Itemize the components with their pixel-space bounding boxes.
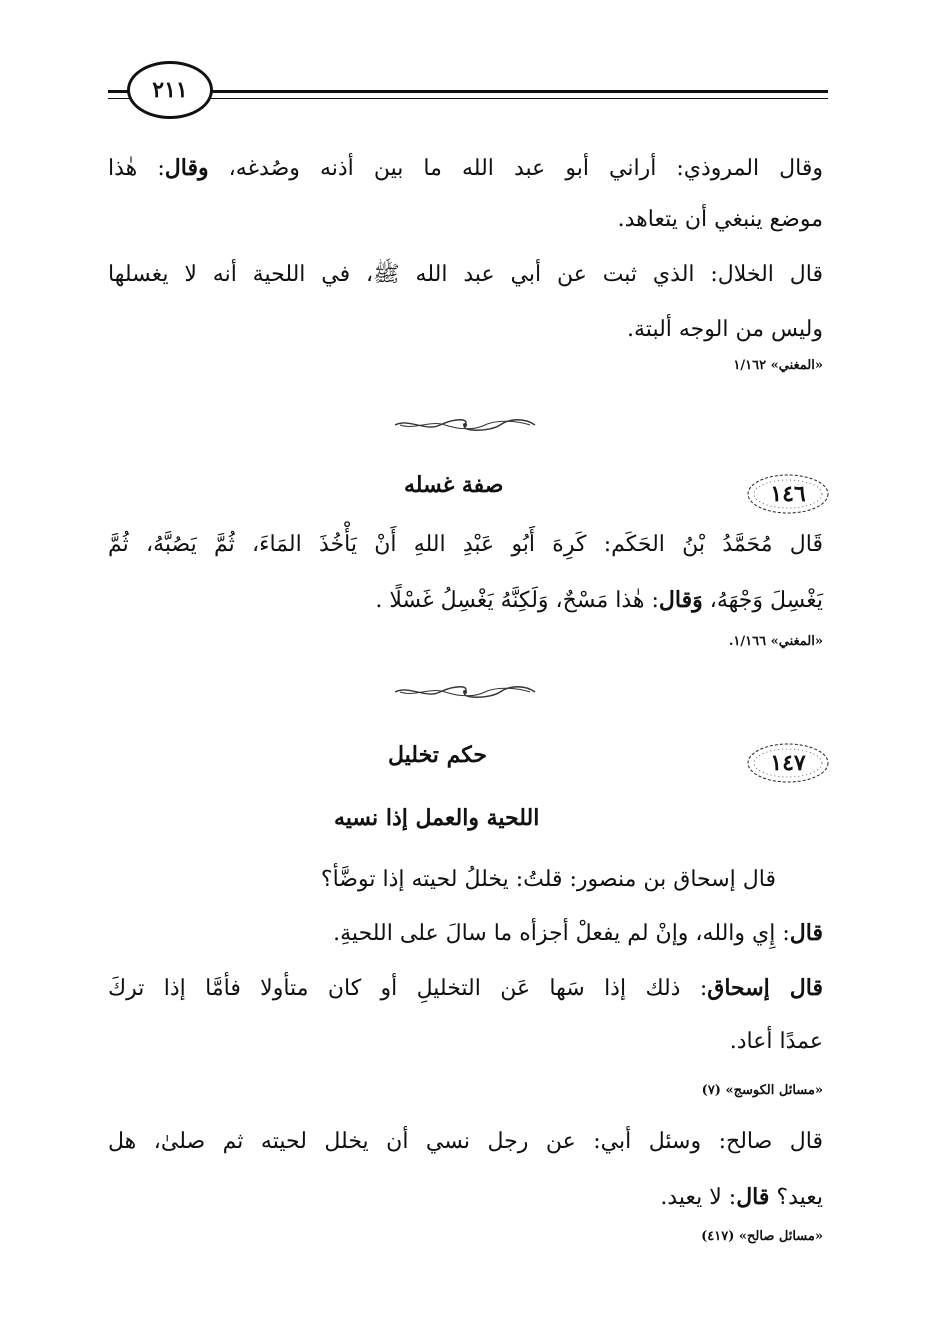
section-subtitle: اللحية والعمل إذا نسيه [334, 805, 540, 831]
header-rule-thick [108, 90, 828, 93]
ornament-divider [390, 418, 540, 432]
source-citation: «المغني» ١/١٦٢ [733, 358, 823, 373]
text-line: قال: إِي والله، وإنْ لم يفعلْ أجزأه ما سالَ على اللحيةِ. [333, 920, 823, 946]
source-citation: «مسائل صالح» (٤١٧) [701, 1229, 823, 1244]
entry-number-badge [746, 742, 830, 784]
text-line: موضع ينبغي أن يتعاهد. [617, 207, 823, 232]
text-line: قَال مُحَمَّدُ بْنُ الحَكَم: كَرِهَ أَبُو عَبْدِ اللهِ أَنْ يَأْخُذَ المَاءَ، ثُمَّ يَصُبَّهُ، ثُمَّ [108, 532, 823, 557]
text-line: يعيد؟ قال: لا يعيد. [660, 1184, 823, 1210]
text-line: وقال المروذي: أراني أبو عبد الله ما بين أذنه وصُدغه، وقال: هٰذا [108, 155, 823, 181]
text-line: وليس من الوجه ألبتة. [627, 317, 823, 342]
ornament-divider [390, 685, 540, 699]
text-line: قال الخلال: الذي ثبت عن أبي عبد الله ﷺ، في اللحية أنه لا يغسلها [108, 262, 823, 287]
source-citation: «المغني» ١/١٦٦. [728, 634, 823, 649]
source-citation: «مسائل الكوسج» (٧) [701, 1083, 823, 1098]
entry-number: ١٤٦ [770, 481, 806, 507]
text-line: يَغْسِلَ وَجْهَهُ، وَقال: هٰذا مَسْحٌ، وَلَكِنَّهُ يَغْسِلُ غَسْلًا . [375, 587, 823, 613]
section-title: صفة غسله [404, 472, 504, 498]
text-line: قال صالح: وسئل أبي: عن رجل نسي أن يخلل لحيته ثم صلىٰ، هل [108, 1129, 823, 1154]
page-number: ٢١١ [152, 77, 188, 103]
text-line: قال إسحاق: ذلك إذا سَها عَن التخليلِ أو كان متأولا فأمَّا إذا تركَ [108, 975, 823, 1001]
header-rule-thin [108, 98, 828, 99]
text-line: عمدًا أعاد. [729, 1029, 823, 1054]
section-title: حكم تخليل [388, 742, 487, 768]
text-line: قال إسحاق بن منصور: قلتُ: يخللُ لحيته إذا توضَّأ؟ [320, 867, 776, 892]
entry-number-badge [746, 473, 830, 515]
page-number-badge [127, 61, 213, 119]
entry-number: ١٤٧ [770, 750, 806, 776]
